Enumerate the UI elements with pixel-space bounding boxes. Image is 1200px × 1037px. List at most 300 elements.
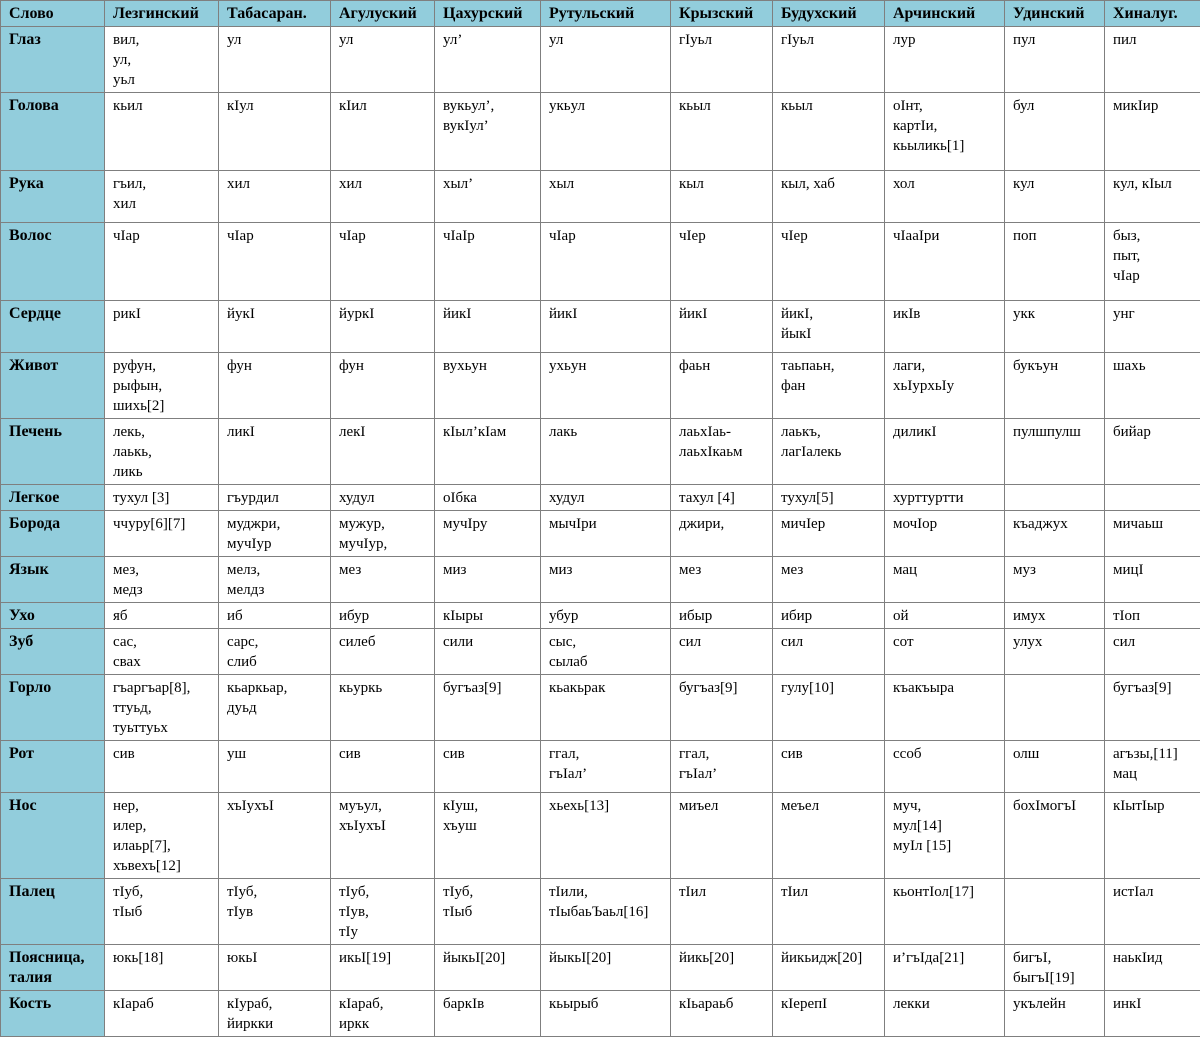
cell-line: худул xyxy=(339,488,428,508)
table-cell xyxy=(1005,353,1105,419)
cell-line: къаджух xyxy=(1013,514,1098,534)
table-cell xyxy=(105,485,219,511)
cell-line: сылаб xyxy=(549,652,664,672)
cell-line: истІал xyxy=(1113,882,1194,902)
cell-line: ой xyxy=(893,606,998,626)
cell-line: и’гъІда[21] xyxy=(893,948,998,968)
cell-line: икІв xyxy=(893,304,998,324)
cell-line: хьІурхьІу xyxy=(893,376,998,396)
row-word-line: Глаз xyxy=(9,30,98,50)
cell-line: чІар xyxy=(227,226,324,246)
table-cell xyxy=(1105,793,1200,879)
table-row xyxy=(1,353,1200,419)
cell-line: йыкьІ[20] xyxy=(443,948,534,968)
row-word-line: Легкое xyxy=(9,488,98,508)
table-cell xyxy=(885,675,1005,741)
table-cell xyxy=(1005,171,1105,223)
table-cell xyxy=(885,511,1005,557)
cell-line: туьттуьх xyxy=(113,718,212,738)
table-cell xyxy=(1105,603,1200,629)
cell-line: муз xyxy=(1013,560,1098,580)
cell-line: яб xyxy=(113,606,212,626)
cell-line: дуьд xyxy=(227,698,324,718)
table-cell xyxy=(671,223,773,301)
cell-line: оІнт, xyxy=(893,96,998,116)
table-cell xyxy=(219,603,331,629)
cell-line: хъІухъІ xyxy=(339,816,428,836)
cell-line: фан xyxy=(781,376,878,396)
cell-line: мучІру xyxy=(443,514,534,534)
cell-line: укк xyxy=(1013,304,1098,324)
cell-line: йикьидж[20] xyxy=(781,948,878,968)
row-word xyxy=(1,419,105,485)
table-cell xyxy=(331,557,435,603)
cell-line: агъзы,[11] xyxy=(1113,744,1194,764)
table-cell xyxy=(671,603,773,629)
cell-line: кІураб, xyxy=(227,994,324,1014)
cell-line: муч, xyxy=(893,796,998,816)
table-cell xyxy=(1105,511,1200,557)
table-cell xyxy=(435,485,541,511)
cell-line: сарс, xyxy=(227,632,324,652)
row-word xyxy=(1,629,105,675)
table-cell xyxy=(773,675,885,741)
table-cell xyxy=(773,223,885,301)
table-row xyxy=(1,603,1200,629)
cell-line: сил xyxy=(1113,632,1194,652)
table-row xyxy=(1,27,1200,93)
table-cell xyxy=(1105,171,1200,223)
header-agul: Агулуский xyxy=(331,1,435,27)
cell-line: мац xyxy=(1113,764,1194,784)
cell-line: хыл’ xyxy=(443,174,534,194)
table-cell xyxy=(1105,223,1200,301)
cell-line: ттуьд, xyxy=(113,698,212,718)
cell-line: мез xyxy=(679,560,766,580)
row-word xyxy=(1,675,105,741)
table-row xyxy=(1,419,1200,485)
table-cell xyxy=(1005,511,1105,557)
table-cell xyxy=(773,93,885,171)
cell-line: хил xyxy=(339,174,428,194)
table-cell xyxy=(541,629,671,675)
cell-line: уш xyxy=(227,744,324,764)
table-row xyxy=(1,171,1200,223)
cell-line: кул, кІыл xyxy=(1113,174,1194,194)
cell-line: вухьун xyxy=(443,356,534,376)
cell-line: кІуш, xyxy=(443,796,534,816)
cell-line: улух xyxy=(1013,632,1098,652)
table-cell xyxy=(1005,629,1105,675)
table-cell xyxy=(331,301,435,353)
cell-line: тІуб, xyxy=(227,882,324,902)
table-cell xyxy=(105,353,219,419)
table-cell xyxy=(105,511,219,557)
table-cell xyxy=(105,675,219,741)
table-cell xyxy=(773,879,885,945)
cell-line: унг xyxy=(1113,304,1194,324)
cell-line: гъІал’ xyxy=(549,764,664,784)
table-cell xyxy=(671,93,773,171)
row-word xyxy=(1,485,105,511)
cell-line: ликь xyxy=(113,462,212,482)
cell-line: тІу xyxy=(339,922,428,942)
row-word-line: Борода xyxy=(9,514,98,534)
table-cell xyxy=(773,353,885,419)
cell-line: тІили, xyxy=(549,882,664,902)
table-cell xyxy=(773,793,885,879)
table-cell xyxy=(541,419,671,485)
row-word-line: Горло xyxy=(9,678,98,698)
table-cell xyxy=(773,557,885,603)
cell-line: бул xyxy=(1013,96,1098,116)
cell-line: мучІур xyxy=(227,534,324,554)
cell-line: мучІур, xyxy=(339,534,428,554)
table-cell xyxy=(541,171,671,223)
cell-line: хурттуртти xyxy=(893,488,998,508)
table-cell xyxy=(435,629,541,675)
table-cell xyxy=(773,603,885,629)
cell-line: йыкьІ[20] xyxy=(549,948,664,968)
cell-line: лекь, xyxy=(113,422,212,442)
cell-line: кьонтІол[17] xyxy=(893,882,998,902)
header-kryz: Крызский xyxy=(671,1,773,27)
table-cell xyxy=(1105,675,1200,741)
table-cell xyxy=(773,27,885,93)
cell-line: кІытІыр xyxy=(1113,796,1194,816)
table-cell xyxy=(1105,879,1200,945)
table-cell xyxy=(1005,27,1105,93)
table-cell xyxy=(219,879,331,945)
cell-line: гъурдил xyxy=(227,488,324,508)
cell-line: лекІ xyxy=(339,422,428,442)
cell-line: йукІ xyxy=(227,304,324,324)
cell-line: кІьараьб xyxy=(679,994,766,1014)
table-cell xyxy=(1105,485,1200,511)
cell-line: тІуб, xyxy=(113,882,212,902)
cell-line: бийар xyxy=(1113,422,1194,442)
cell-line: нер, xyxy=(113,796,212,816)
cell-line: йикІ xyxy=(549,304,664,324)
table-cell xyxy=(885,301,1005,353)
cell-line: инкІ xyxy=(1113,994,1194,1014)
cell-line: миз xyxy=(443,560,534,580)
cell-line: гулу[10] xyxy=(781,678,878,698)
table-row xyxy=(1,557,1200,603)
header-udi: Удинский xyxy=(1005,1,1105,27)
table-cell xyxy=(541,301,671,353)
table-cell xyxy=(219,629,331,675)
cell-line: муъул, xyxy=(339,796,428,816)
table-cell xyxy=(1105,629,1200,675)
cell-line: рикІ xyxy=(113,304,212,324)
cell-line: икьІ[19] xyxy=(339,948,428,968)
table-cell xyxy=(1105,741,1200,793)
cell-line: тІуб, xyxy=(443,882,534,902)
cell-line: хыл xyxy=(549,174,664,194)
cell-line: мочІор xyxy=(893,514,998,534)
cell-line: йикІ xyxy=(679,304,766,324)
cell-line: мицІ xyxy=(1113,560,1194,580)
cell-line: фаьн xyxy=(679,356,766,376)
cell-line: мужур, xyxy=(339,514,428,534)
cell-line: поп xyxy=(1013,226,1098,246)
cell-line: гъІал’ xyxy=(679,764,766,784)
table-row xyxy=(1,485,1200,511)
table-cell xyxy=(105,171,219,223)
table-cell xyxy=(1005,741,1105,793)
cell-line: ггал, xyxy=(549,744,664,764)
header-budukh: Будухский xyxy=(773,1,885,27)
table-cell xyxy=(885,557,1005,603)
cell-line: меъел xyxy=(781,796,878,816)
cell-line: бугъаз[9] xyxy=(443,678,534,698)
table-cell xyxy=(435,603,541,629)
table-cell xyxy=(1005,793,1105,879)
row-word-line: Рука xyxy=(9,174,98,194)
table-cell xyxy=(105,603,219,629)
table-cell xyxy=(885,353,1005,419)
table-cell xyxy=(885,741,1005,793)
cell-line: вукІул’ xyxy=(443,116,534,136)
row-word-line: Рот xyxy=(9,744,98,764)
table-cell xyxy=(885,485,1005,511)
table-cell xyxy=(1105,353,1200,419)
cell-line: ул’ xyxy=(443,30,534,50)
cell-line: чІар xyxy=(549,226,664,246)
table-cell xyxy=(331,353,435,419)
cell-line: тІуб, xyxy=(339,882,428,902)
cell-line: чІер xyxy=(781,226,878,246)
cell-line: гІуьл xyxy=(679,30,766,50)
table-cell xyxy=(1105,419,1200,485)
row-word xyxy=(1,991,105,1037)
cell-line: мичІер xyxy=(781,514,878,534)
header-lezgin: Лезгинский xyxy=(105,1,219,27)
cell-line: кьуркь xyxy=(339,678,428,698)
table-cell xyxy=(541,991,671,1037)
table-cell xyxy=(773,629,885,675)
row-word-line: Язык xyxy=(9,560,98,580)
table-cell xyxy=(773,945,885,991)
table-cell xyxy=(105,991,219,1037)
table-cell xyxy=(541,557,671,603)
table-cell xyxy=(773,511,885,557)
cell-line: мез xyxy=(339,560,428,580)
cell-line: шахь xyxy=(1113,356,1194,376)
table-cell xyxy=(541,879,671,945)
cell-line: кул xyxy=(1013,174,1098,194)
table-cell xyxy=(331,511,435,557)
row-word-line: Зуб xyxy=(9,632,98,652)
table-cell xyxy=(219,991,331,1037)
cell-line: юкьІ xyxy=(227,948,324,968)
table-row xyxy=(1,741,1200,793)
row-word xyxy=(1,171,105,223)
cell-line: илер, xyxy=(113,816,212,836)
table-cell xyxy=(105,419,219,485)
header-tabasaran: Табасаран. xyxy=(219,1,331,27)
row-word xyxy=(1,511,105,557)
header-row xyxy=(1,1,1200,27)
table-cell xyxy=(219,353,331,419)
row-word-line: Сердце xyxy=(9,304,98,324)
row-word-line: талия xyxy=(9,968,98,988)
header-khinalug: Хиналуг. xyxy=(1105,1,1200,27)
table-cell xyxy=(435,945,541,991)
table-cell xyxy=(671,27,773,93)
table-cell xyxy=(219,741,331,793)
table-cell xyxy=(331,675,435,741)
table-cell xyxy=(219,419,331,485)
table-cell xyxy=(885,793,1005,879)
table-cell xyxy=(219,301,331,353)
cell-line: лакь xyxy=(549,422,664,442)
cell-line: мац xyxy=(893,560,998,580)
cell-line: бигъІ, xyxy=(1013,948,1098,968)
cell-line: фун xyxy=(339,356,428,376)
table-cell xyxy=(1005,93,1105,171)
table-cell xyxy=(885,991,1005,1037)
cell-line: сив xyxy=(339,744,428,764)
table-cell xyxy=(105,557,219,603)
cell-line: сот xyxy=(893,632,998,652)
cell-line: медз xyxy=(113,580,212,600)
cell-line: ул xyxy=(227,30,324,50)
cell-line: ул xyxy=(549,30,664,50)
table-cell xyxy=(541,675,671,741)
cell-line: ибур xyxy=(339,606,428,626)
cell-line: вил, xyxy=(113,30,212,50)
cell-line: ул, xyxy=(113,50,212,70)
cell-line: иркк xyxy=(339,1014,428,1034)
table-cell xyxy=(1005,879,1105,945)
cell-line: ггал, xyxy=(679,744,766,764)
cell-line: лаькь, xyxy=(113,442,212,462)
table-cell xyxy=(773,301,885,353)
cell-line: тІув xyxy=(227,902,324,922)
cell-line: таьпаьн, xyxy=(781,356,878,376)
table-cell xyxy=(435,171,541,223)
table-cell xyxy=(1005,603,1105,629)
table-cell xyxy=(671,171,773,223)
cell-line: сил xyxy=(679,632,766,652)
table-cell xyxy=(1105,27,1200,93)
table-cell xyxy=(541,603,671,629)
cell-line: илаьр[7], xyxy=(113,836,212,856)
cell-line: шихь[2] xyxy=(113,396,212,416)
cell-line: ухьун xyxy=(549,356,664,376)
row-word-line: Волос xyxy=(9,226,98,246)
table-cell xyxy=(541,741,671,793)
cell-line: кІил xyxy=(339,96,428,116)
table-cell xyxy=(435,301,541,353)
cell-line: ссоб xyxy=(893,744,998,764)
table-row xyxy=(1,879,1200,945)
cell-line: убур xyxy=(549,606,664,626)
cell-line: йикІ xyxy=(443,304,534,324)
cell-line: бугъаз[9] xyxy=(1113,678,1194,698)
table-cell xyxy=(1105,945,1200,991)
table-cell xyxy=(105,301,219,353)
table-cell xyxy=(1105,557,1200,603)
cell-line: гъаргъар[8], xyxy=(113,678,212,698)
table-cell xyxy=(885,603,1005,629)
cell-line: мычІри xyxy=(549,514,664,534)
cell-line: укьул xyxy=(549,96,664,116)
cell-line: фун xyxy=(227,356,324,376)
cell-line: муІл [15] xyxy=(893,836,998,856)
cell-line: мичаьш xyxy=(1113,514,1194,534)
cell-line: кыл xyxy=(679,174,766,194)
row-word-line: Нос xyxy=(9,796,98,816)
cell-line: йиркки xyxy=(227,1014,324,1034)
table-cell xyxy=(435,991,541,1037)
cell-line: кІараб xyxy=(113,994,212,1014)
table-cell xyxy=(1105,93,1200,171)
table-cell xyxy=(671,793,773,879)
cell-line: миъел xyxy=(679,796,766,816)
cell-line: кІерепІ xyxy=(781,994,878,1014)
cell-line: чІар xyxy=(339,226,428,246)
table-cell xyxy=(331,93,435,171)
table-cell xyxy=(1005,557,1105,603)
table-cell xyxy=(885,93,1005,171)
table-cell xyxy=(671,511,773,557)
cell-line: силеб xyxy=(339,632,428,652)
cell-line: сив xyxy=(443,744,534,764)
cell-line: йыкІ xyxy=(781,324,878,344)
table-cell xyxy=(435,511,541,557)
table-cell xyxy=(541,511,671,557)
cell-line: картІи, xyxy=(893,116,998,136)
cell-line: джири, xyxy=(679,514,766,534)
cell-line: наькІид xyxy=(1113,948,1194,968)
cell-line: имух xyxy=(1013,606,1098,626)
table-cell xyxy=(219,93,331,171)
cell-line: хъІухъІ xyxy=(227,796,324,816)
table-cell xyxy=(435,793,541,879)
cell-line: баркІв xyxy=(443,994,534,1014)
table-cell xyxy=(541,353,671,419)
cell-line: быгъІ[19] xyxy=(1013,968,1098,988)
table-cell xyxy=(671,945,773,991)
table-cell xyxy=(541,223,671,301)
table-cell xyxy=(1005,301,1105,353)
table-cell xyxy=(1005,485,1105,511)
cell-line: бохІмогъІ xyxy=(1013,796,1098,816)
cell-line: ул xyxy=(339,30,428,50)
cell-line: йикь[20] xyxy=(679,948,766,968)
cell-line: хил xyxy=(113,194,212,214)
cell-line: хьехь[13] xyxy=(549,796,664,816)
cell-line: тІоп xyxy=(1113,606,1194,626)
table-cell xyxy=(541,27,671,93)
row-word-line: Голова xyxy=(9,96,98,116)
cell-line: укълейн xyxy=(1013,994,1098,1014)
table-row xyxy=(1,675,1200,741)
row-word-line: Палец xyxy=(9,882,98,902)
cell-line: мелдз xyxy=(227,580,324,600)
table-cell xyxy=(219,223,331,301)
table-cell xyxy=(1005,223,1105,301)
table-cell xyxy=(219,945,331,991)
header-tsakhur: Цахурский xyxy=(435,1,541,27)
row-word xyxy=(1,945,105,991)
cell-line: юкь[18] xyxy=(113,948,212,968)
cell-line: кьакьрак xyxy=(549,678,664,698)
table-cell xyxy=(1005,419,1105,485)
